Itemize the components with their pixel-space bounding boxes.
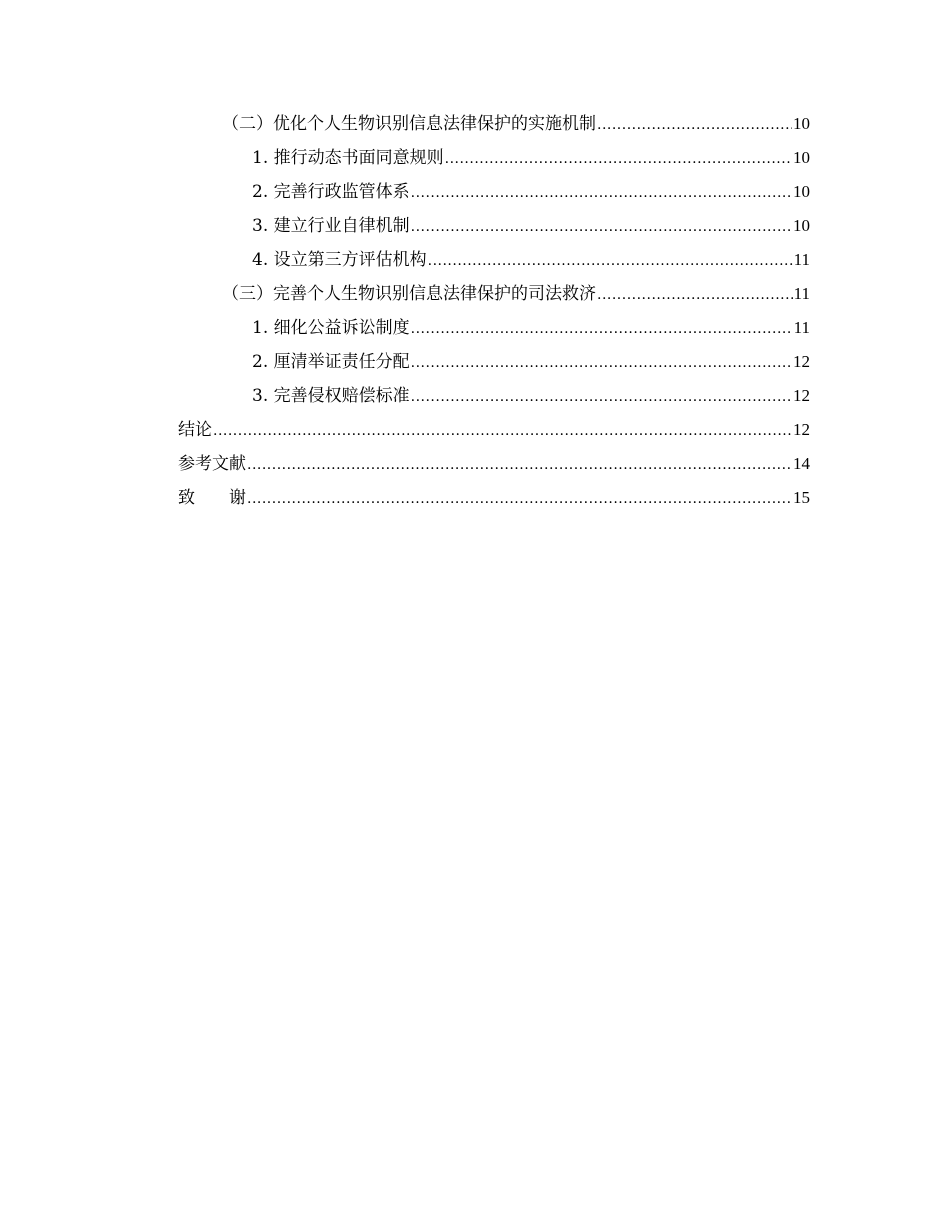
toc-entry[interactable] xyxy=(178,107,810,141)
toc-entry-title: 1. 细化公益诉讼制度 xyxy=(252,318,410,338)
toc-entry-page: 10 xyxy=(793,216,810,235)
toc-entry-title: 1. 推行动态书面同意规则 xyxy=(252,148,444,168)
toc-entry-page: 14 xyxy=(793,454,810,473)
toc-entry[interactable] xyxy=(178,345,810,379)
toc-entry-title: 2. 厘清举证责任分配 xyxy=(252,352,410,372)
toc-entry-page: 12 xyxy=(793,352,810,371)
toc-entry-title: 3. 建立行业自律机制 xyxy=(252,216,410,236)
toc-dot-leader xyxy=(445,142,792,176)
toc-entry[interactable] xyxy=(178,243,810,277)
toc-entry-title: 2. 完善行政监管体系 xyxy=(252,182,410,202)
toc-entry-conclusion[interactable] xyxy=(178,413,810,447)
toc-dot-leader xyxy=(597,108,792,142)
toc-entry[interactable] xyxy=(178,141,810,175)
toc-entry-page: 10 xyxy=(793,148,810,167)
toc-dot-leader xyxy=(411,380,792,414)
toc-entry[interactable] xyxy=(178,311,810,345)
toc-entry-title: （二）优化个人生物识别信息法律保护的实施机制 xyxy=(222,114,596,134)
toc-entry-references[interactable] xyxy=(178,447,810,481)
toc-entry-title xyxy=(178,481,246,515)
toc-dot-leader xyxy=(411,210,792,244)
toc-entry[interactable] xyxy=(178,175,810,209)
toc-dot-leader xyxy=(428,244,793,278)
toc-entry[interactable] xyxy=(178,379,810,413)
toc-entry-page: 15 xyxy=(793,488,810,507)
toc-title-char: 致 xyxy=(178,488,195,508)
toc-entry-page: 10 xyxy=(793,114,810,133)
toc-entry-page: 12 xyxy=(793,420,810,439)
toc-dot-leader xyxy=(213,414,792,448)
toc-dot-leader xyxy=(247,448,792,482)
toc-entry-page: 11 xyxy=(793,284,810,303)
toc-entry-page: 11 xyxy=(793,318,810,337)
toc-dot-leader xyxy=(411,176,792,210)
toc-title-char: 谢 xyxy=(229,488,246,508)
toc-dot-leader xyxy=(411,346,792,380)
table-of-contents xyxy=(178,107,810,515)
toc-entry[interactable] xyxy=(178,209,810,243)
toc-entry-title: （三）完善个人生物识别信息法律保护的司法救济 xyxy=(222,284,596,304)
toc-entry-title: 参考文献 xyxy=(178,454,246,474)
toc-entry-page: 12 xyxy=(793,386,810,405)
toc-dot-leader xyxy=(247,482,792,516)
toc-dot-leader xyxy=(411,312,793,346)
toc-entry-page: 10 xyxy=(793,182,810,201)
toc-entry-title: 4. 设立第三方评估机构 xyxy=(252,250,427,270)
toc-entry[interactable] xyxy=(178,277,810,311)
toc-dot-leader xyxy=(597,278,793,312)
toc-entry-title: 结论 xyxy=(178,420,212,440)
toc-entry-acknowledgements[interactable] xyxy=(178,481,810,515)
toc-entry-page: 11 xyxy=(793,250,810,269)
toc-entry-title: 3. 完善侵权赔偿标准 xyxy=(252,386,410,406)
